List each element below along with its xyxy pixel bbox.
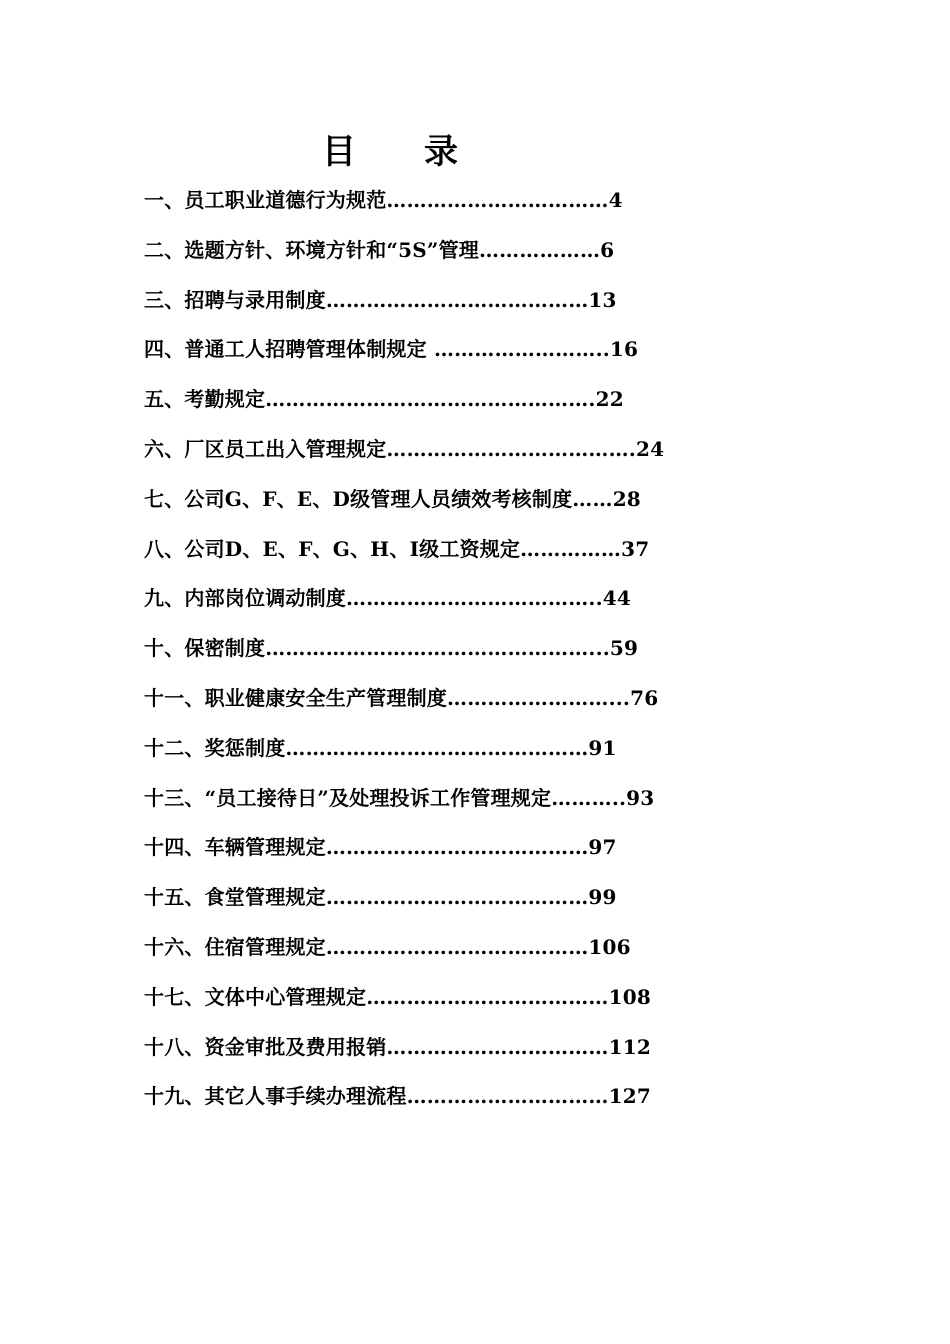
toc-entry-page: 28 <box>612 486 641 511</box>
toc-entry-leader: …… <box>572 486 613 511</box>
toc-entry-17[interactable] <box>144 975 784 1025</box>
toc-entry-page: 93 <box>626 785 655 810</box>
toc-entry-leader: …………………….. <box>433 337 610 362</box>
toc-entry-leader: …………………………………………. <box>265 387 596 412</box>
toc-entry-page: 97 <box>588 835 617 860</box>
toc-entry-page: 76 <box>630 685 659 710</box>
toc-entry-label: 十七、文体中心管理规定 <box>144 984 367 1009</box>
toc-entry-label: 五、考勤规定 <box>144 387 266 412</box>
toc-entry-9[interactable] <box>144 576 784 626</box>
toc-entry-label: 三、招聘与录用制度 <box>144 287 326 312</box>
toc-entry-16[interactable] <box>144 925 784 975</box>
toc-entry-11[interactable] <box>144 676 784 726</box>
toc-entry-label: 二、选题方针、环境方针和“5S”管理 <box>144 237 479 262</box>
toc-entry-5[interactable] <box>144 377 784 427</box>
toc-entry-leader: ………………………………… <box>325 885 589 910</box>
toc-entry-page: 24 <box>635 436 665 461</box>
toc-entry-label: 十八、资金审批及费用报销 <box>144 1034 387 1059</box>
toc-entry-page: 44 <box>602 586 631 611</box>
toc-entry-label: 十六、住宿管理规定 <box>144 934 326 959</box>
toc-entry-page: 37 <box>621 536 650 561</box>
toc-entry-leader: ………………………… <box>406 1084 609 1109</box>
toc-entry-2[interactable] <box>144 228 784 278</box>
toc-entry-7[interactable] <box>144 477 784 527</box>
toc-entry-page: 127 <box>608 1084 651 1109</box>
toc-entry-13[interactable] <box>144 776 784 826</box>
toc-entry-label: 十、保密制度 <box>144 636 266 661</box>
toc-entry-label: 一、员工职业道德行为规范 <box>144 188 387 212</box>
toc-entry-3[interactable] <box>144 278 784 328</box>
toc-entry-leader: ……………………………… <box>366 984 609 1009</box>
toc-entry-label: 十三、“员工接待日”及处理投诉工作管理规定 <box>144 785 552 810</box>
toc-entry-page: 91 <box>588 735 617 760</box>
toc-entry-label: 八、公司D、E、F、G、H、I级工资规定 <box>144 536 521 561</box>
toc-title: 目录 <box>322 132 526 172</box>
toc-entry-4[interactable] <box>144 327 784 377</box>
toc-entry-leader: ………………………………… <box>325 934 589 959</box>
toc-entry-label: 四、普通工人招聘管理体制规定 <box>144 337 434 362</box>
toc-entry-page: 6 <box>600 237 615 262</box>
toc-entry-page: 13 <box>588 287 617 312</box>
toc-entry-leader: …………………………… <box>386 188 609 212</box>
toc-entry-page: 4 <box>608 188 623 212</box>
toc-entry-page: 59 <box>609 636 639 661</box>
toc-entry-leader: …………………………… <box>386 1034 609 1059</box>
toc-entry-leader: ……………… <box>478 237 601 262</box>
toc-entry-page: 112 <box>608 1034 651 1059</box>
toc-entry-leader: ………………………………… <box>325 835 589 860</box>
toc-entry-label: 九、内部岗位调动制度 <box>144 586 346 611</box>
toc-entry-leader: ……………………………………… <box>285 735 589 760</box>
toc-entry-leader: ……………………... <box>447 685 631 710</box>
toc-entry-page: 106 <box>588 934 631 959</box>
toc-entry-page: 22 <box>595 387 624 412</box>
toc-entry-10[interactable] <box>144 626 784 676</box>
toc-entry-label: 十二、奖惩制度 <box>144 735 286 760</box>
toc-entry-1[interactable] <box>144 178 784 228</box>
toc-entry-label: 十四、车辆管理规定 <box>144 835 326 860</box>
toc-entry-leader: ……….. <box>551 785 627 810</box>
toc-entry-leader: ………………………………… <box>325 287 589 312</box>
toc-entry-leader: ……………………………….. <box>346 586 603 611</box>
toc-entry-leader: …………… <box>520 536 622 561</box>
toc-entry-label: 十九、其它人事手续办理流程 <box>144 1084 407 1109</box>
toc-entry-leader: ………………………………. <box>386 436 636 461</box>
toc-entry-label: 十五、食堂管理规定 <box>144 885 326 910</box>
toc-entry-18[interactable] <box>144 1025 784 1075</box>
toc-entry-page: 99 <box>588 885 617 910</box>
toc-entry-page: 108 <box>608 984 651 1009</box>
toc-entry-page: 16 <box>609 337 639 362</box>
toc-entry-label: 六、厂区员工出入管理规定 <box>144 436 387 461</box>
toc-entry-8[interactable] <box>144 527 784 577</box>
toc-entry-12[interactable] <box>144 726 784 776</box>
toc-entry-leader: …………………………………………... <box>265 636 610 661</box>
toc-entry-label: 十一、职业健康安全生产管理制度 <box>144 685 447 710</box>
toc-list <box>144 178 784 1124</box>
toc-entry-14[interactable] <box>144 825 784 875</box>
toc-entry-6[interactable] <box>144 427 784 477</box>
toc-entry-19[interactable] <box>144 1074 784 1124</box>
toc-entry-15[interactable] <box>144 875 784 925</box>
toc-entry-label: 七、公司G、F、E、D级管理人员绩效考核制度 <box>144 486 573 511</box>
